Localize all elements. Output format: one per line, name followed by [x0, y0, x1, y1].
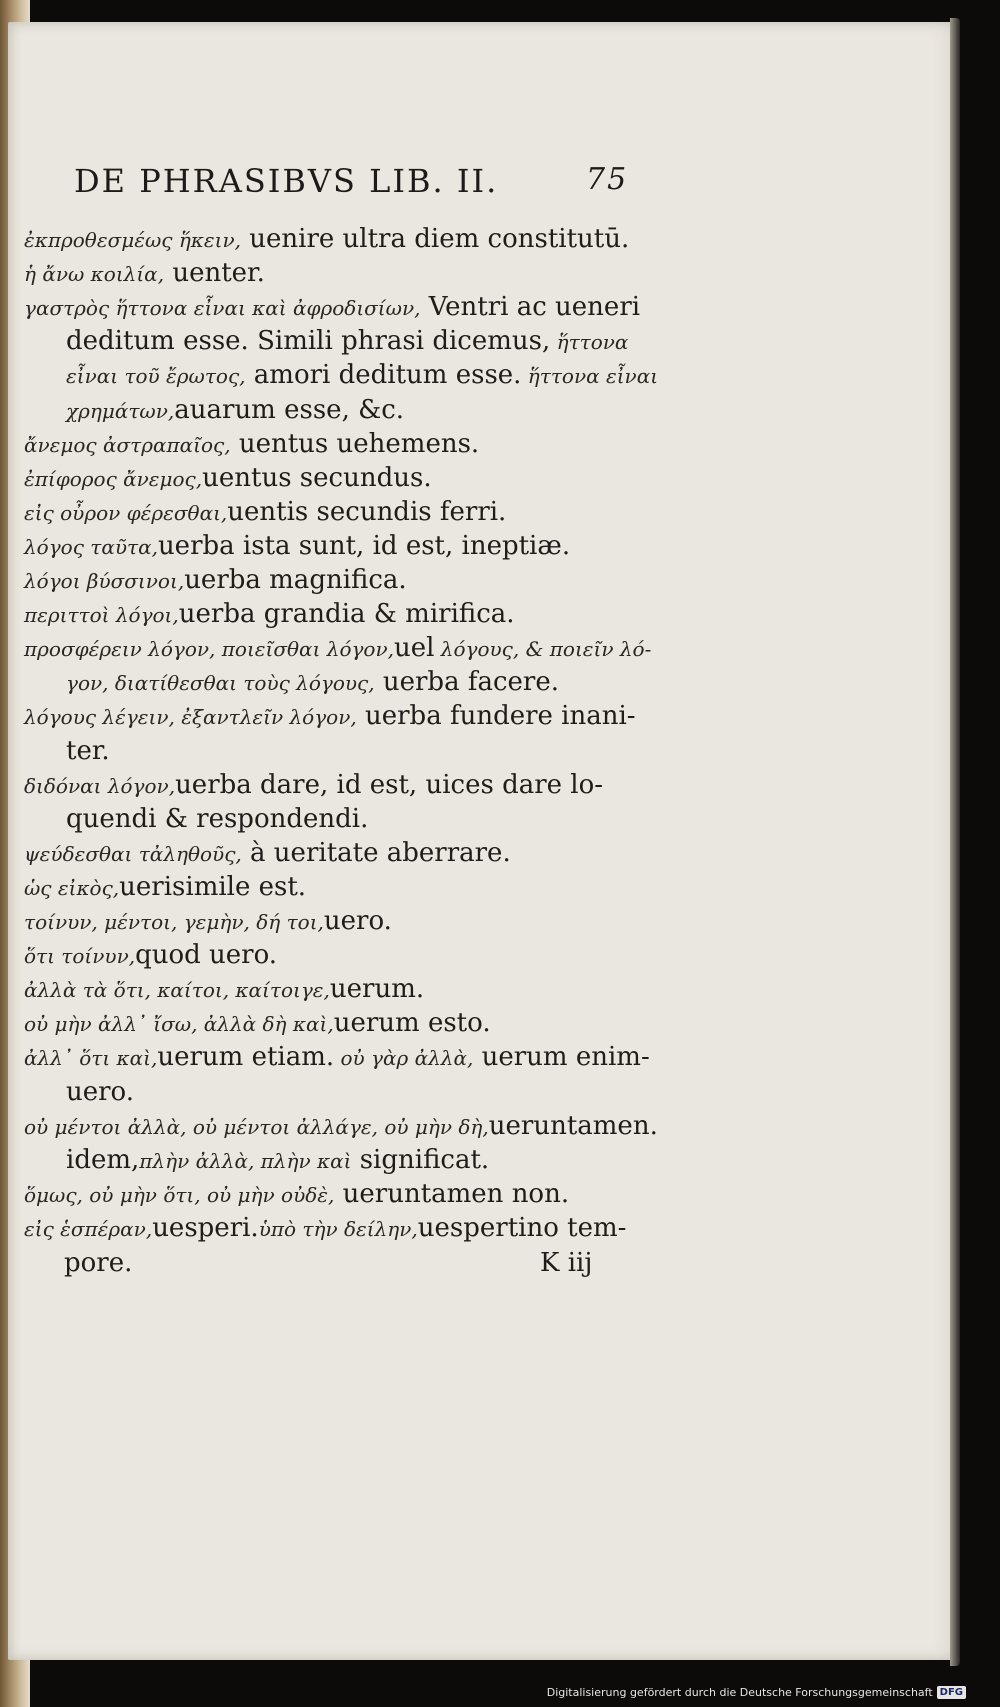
latin-gloss: à ueritate aberrare. [241, 837, 511, 868]
text-line [66, 324, 628, 359]
latin-gloss: uerum. [329, 974, 425, 1005]
text-line [66, 1075, 134, 1109]
latin-gloss: uentus uehemens. [230, 428, 480, 459]
latin-gloss: quod uero. [135, 940, 278, 971]
latin-gloss: uerba magnifica. [184, 565, 407, 595]
greek-phrase: εἰς οὖρον φέρεσθαι, [24, 500, 228, 525]
text-line [24, 1177, 569, 1212]
text-line [24, 290, 640, 325]
latin-gloss: uel [394, 633, 435, 664]
latin-gloss: uerba ista sunt, id est, ineptiæ. [157, 530, 571, 561]
greek-phrase: προσφέρειν λόγον, ποιεῖσθαι λόγον, [24, 637, 394, 662]
text-line [24, 256, 265, 291]
latin-gloss: uerum esto. [333, 1008, 491, 1039]
latin-gloss: ter. [66, 735, 110, 766]
text-line [24, 699, 636, 734]
greek-phrase: ὡς εἰκὸς, [24, 875, 120, 900]
latin-gloss: idem, [66, 1144, 140, 1175]
greek-phrase: ἡ ἄνω κοιλία, [24, 262, 165, 287]
text-line [24, 972, 424, 1007]
text-line [66, 358, 658, 393]
greek-phrase: ἐπίφορος ἄνεμος, [24, 466, 203, 491]
greek-phrase: οὐ γὰρ ἀλλὰ, [334, 1046, 474, 1071]
text-line [66, 802, 368, 836]
text-line [24, 461, 432, 496]
greek-phrase: λόγοι βύσσινοι, [24, 569, 185, 593]
text-line [24, 870, 306, 905]
latin-gloss: uesperi. [152, 1212, 259, 1243]
running-header [74, 162, 674, 200]
latin-gloss: uentus secundus. [202, 462, 432, 493]
text-line [66, 393, 404, 428]
latin-gloss: uerba facere. [374, 667, 559, 698]
latin-gloss: auarum esse, &c. [174, 394, 405, 425]
text-line [24, 563, 407, 598]
latin-gloss: uerba fundere inani- [356, 701, 636, 732]
greek-phrase: πλὴν ἀλλὰ, πλὴν καὶ [139, 1148, 352, 1173]
greek-phrase: οὐ μὴν ἀλλ᾽ ἴσω, ἀλλὰ δὴ καὶ, [24, 1012, 334, 1037]
greek-phrase: τοίνυν, μέντοι, γεμὴν, δή τοι, [24, 910, 324, 934]
latin-gloss: uerba dare, id est, uices dare lo- [175, 769, 604, 800]
text-line [66, 665, 559, 700]
greek-phrase: χρημάτων, [66, 398, 175, 423]
latin-gloss: uerba grandia & mirifica. [178, 599, 515, 630]
greek-phrase: ἥττονα εἶναι [521, 364, 659, 389]
greek-phrase: γαστρὸς ἥττονα εἶναι καὶ ἀφροδισίων, [24, 296, 421, 321]
text-line [24, 1109, 658, 1144]
greek-phrase: διδόναι λόγον, [24, 773, 176, 798]
greek-phrase: εἶναι τοῦ ἔρωτος, [66, 364, 246, 389]
greek-phrase: ἥττονα [550, 330, 629, 355]
greek-phrase: ἀλλὰ τὰ ὅτι, καίτοι, καίτοιγε, [24, 978, 330, 1003]
greek-phrase: εἰς ἑσπέραν, [24, 1216, 153, 1241]
page-edge [950, 18, 960, 1666]
text-line [66, 734, 110, 768]
text-line [24, 904, 392, 939]
text-line [24, 631, 651, 666]
latin-gloss: uentis secundis ferri. [227, 496, 507, 527]
text-line [24, 495, 506, 530]
text-line [24, 938, 277, 973]
greek-phrase: λόγος ταῦτα, [24, 534, 158, 559]
latin-gloss: deditum esse. Simili phrasi dicemus, [66, 326, 551, 357]
greek-phrase: ὅτι τοίνυν, [24, 944, 136, 969]
greek-phrase: οὐ μέντοι ἀλλὰ, οὐ μέντοι ἀλλάγε, οὐ μὴν δὴ, [24, 1114, 489, 1139]
latin-gloss: significat. [351, 1144, 490, 1175]
latin-gloss: uerum enim- [473, 1042, 650, 1073]
latin-gloss: uerisimile est. [119, 871, 307, 902]
latin-gloss: uero. [323, 906, 392, 936]
latin-gloss: uenire ultra diem constitutū. [241, 224, 630, 254]
text-line [24, 836, 511, 871]
running-title: DE PHRASIBVS LIB. II. [74, 162, 499, 200]
latin-gloss: ueruntamen non. [334, 1178, 570, 1209]
latin-gloss: uerum etiam. [157, 1042, 335, 1073]
dfg-logo: DFG [937, 1686, 966, 1699]
digitization-credit [547, 1686, 966, 1699]
greek-phrase: ψεύδεσθαι τἀληθοῦς, [24, 841, 242, 866]
text-line [66, 1143, 489, 1178]
greek-phrase: ἀλλ᾽ ὅτι καὶ, [24, 1046, 158, 1071]
page-number: 75 [586, 162, 629, 197]
text-line [24, 1006, 491, 1041]
text-line [24, 222, 629, 257]
latin-gloss: uespertino tem- [417, 1212, 627, 1243]
latin-gloss: amori deditum esse. [245, 360, 522, 391]
latin-gloss: uero. [66, 1076, 135, 1107]
greek-phrase: λόγους, & ποιεῖν λό- [434, 637, 652, 662]
continuation-word: pore. [64, 1248, 133, 1278]
text-line [24, 427, 479, 462]
greek-phrase: ὅμως, οὐ μὴν ὅτι, οὐ μὴν οὐδὲ, [24, 1182, 335, 1207]
text-line [24, 1211, 626, 1246]
credit-text: Digitalisierung gefördert durch die Deutsche Forschungsgemeinschaft [546, 1686, 933, 1699]
greek-phrase: λόγους λέγειν, ἐξαντλεῖν λόγον, [24, 705, 357, 730]
text-line [24, 1040, 650, 1075]
greek-phrase: ὑπὸ τὴν δείλην, [258, 1216, 418, 1241]
latin-gloss: ueruntamen. [488, 1110, 658, 1141]
latin-gloss: quendi & respondendi. [66, 803, 369, 834]
text-line [24, 768, 603, 803]
greek-phrase: ἐκπροθεσμέως ἥκειν, [24, 228, 242, 252]
text-line [24, 529, 570, 564]
latin-gloss: Ventri ac ueneri [420, 292, 641, 323]
greek-phrase: περιττοὶ λόγοι, [24, 603, 179, 628]
signature-mark: K iij [540, 1248, 593, 1278]
text-line [24, 597, 515, 632]
greek-phrase: γον, διατίθεσθαι τοὺς λόγους, [66, 671, 375, 696]
latin-gloss: uenter. [164, 258, 265, 289]
greek-phrase: ἄνεμος ἀστραπαῖος, [24, 432, 231, 457]
